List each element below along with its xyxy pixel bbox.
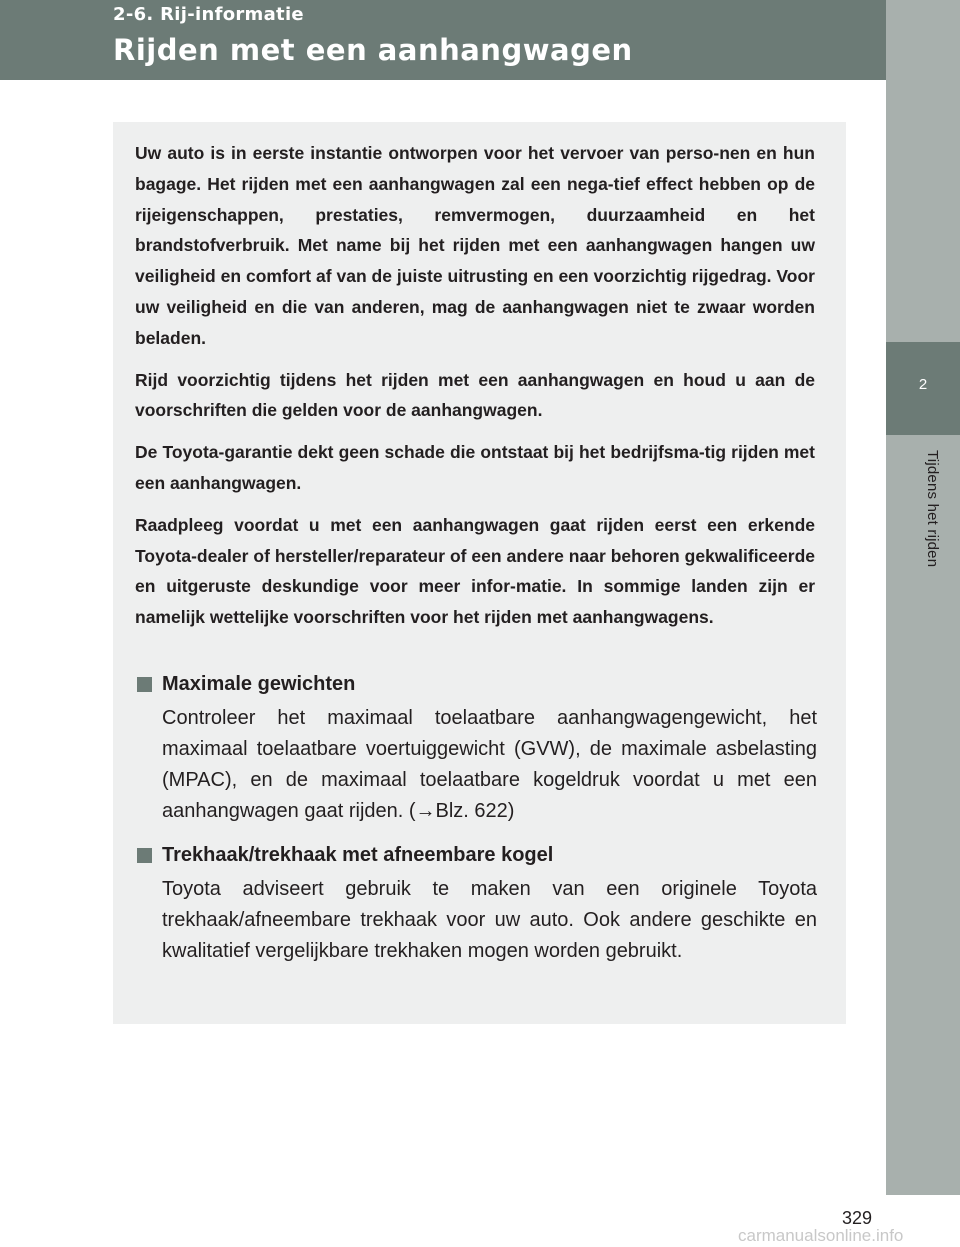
section-body: Controleer het maximaal toelaatbare aanhangwagengewicht, het maximaal toelaatbare voertuiggewicht (GVW), de maximale asbelasting (MPAC), en de maximaal toelaatbare kogeldruk voordat u met een aanhangwagen gaat rijden. (→Blz. 622): [162, 707, 817, 822]
page-number: 329: [842, 1208, 873, 1228]
intro-paragraph: Rijd voorzichtig tijdens het rijden met een aanhangwagen en houd u aan de voorschriften die gelden voor de aanhangwagen.: [135, 369, 815, 421]
intro-paragraph: De Toyota-garantie dekt geen schade die ontstaat bij het bedrijfsma-tig rijden met een aanhangwagen.: [135, 442, 815, 493]
square-bullet-icon: [137, 848, 152, 863]
watermark: carmanualsonline.info: [738, 1226, 904, 1245]
intro-text: [135, 138, 815, 644]
page-header: [0, 0, 960, 80]
page-title: Rijden met een aanhangwagen: [113, 33, 633, 67]
chapter-number: 2: [918, 376, 928, 393]
section-heading: [137, 840, 817, 870]
square-bullet-icon: [137, 677, 152, 692]
intro-paragraph: Uw auto is in eerste instantie ontworpen voor het vervoer van perso-nen en hun bagage. Het rijden met een aanhangwagen zal een nega-tief effect hebben op de rijeigenschappen, prestaties, remvermogen, duurzaamheid en het brandstofverbruik. Met name bij het rijden met een aanhangwagen hangen uw veiligheid en comfort af van de juiste uitrusting en een voorzichtig rijgedrag. Voor uw veiligheid en die van anderen, mag de aanhangwagen niet te zwaar worden beladen.: [135, 143, 815, 348]
side-tab-lower: [886, 435, 960, 1195]
intro-paragraph: Raadpleeg voordat u met een aanhangwagen gaat rijden eerst een erkende Toyota-dealer of hersteller/reparateur of een andere naar behoren gekwalificeerde en uitgeruste deskundige voor meer infor-matie. In sommige landen zijn er namelijk wettelijke voorschriften voor het rijden met aanhangwagens.: [135, 514, 815, 628]
side-tab-upper: [886, 0, 960, 342]
section-label: 2-6. Rij-informatie: [113, 4, 304, 25]
chapter-side-tab: [886, 0, 960, 1247]
section-trekhaak: [137, 840, 817, 967]
section-heading-text: Maximale gewichten: [162, 673, 356, 695]
section-body: Toyota adviseert gebruik te maken van een originele Toyota trekhaak/afneembare trekhaak voor uw auto. Ook andere geschikte en kwalitatief vergelijkbare trekhaken mogen worden gebruikt.: [162, 878, 817, 962]
chapter-title: Tijdens het rijden: [924, 450, 941, 568]
section-heading: [137, 669, 817, 699]
section-maximale-gewichten: [137, 669, 817, 827]
section-heading-text: Trekhaak/trekhaak met afneembare kogel: [162, 844, 554, 866]
